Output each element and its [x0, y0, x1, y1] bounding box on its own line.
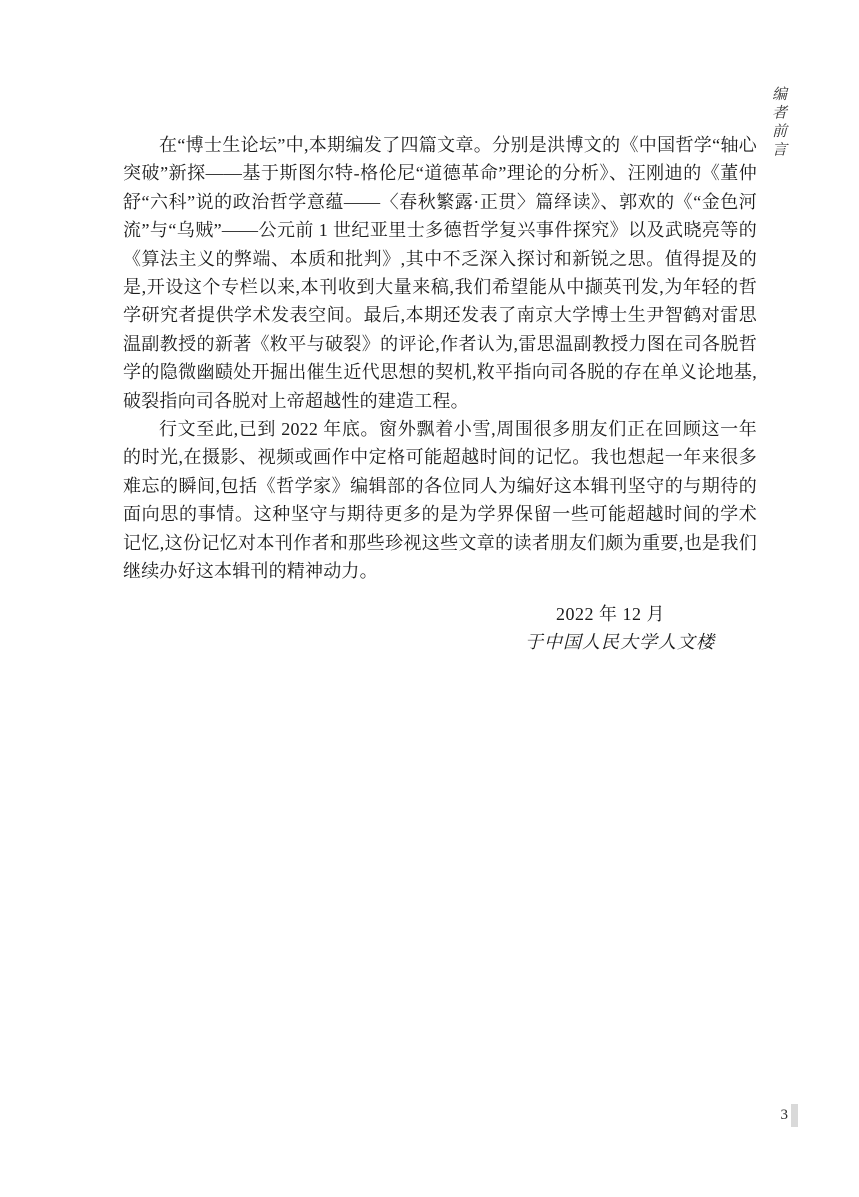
- page-number: 3: [780, 1107, 788, 1123]
- running-head-vertical: 编者前言: [770, 86, 786, 160]
- signature-block: [123, 600, 757, 657]
- signature-date: 2022 年 12 月: [556, 603, 665, 624]
- paragraph: 在“博士生论坛”中,本期编发了四篇文章。分别是洪博文的《中国哲学“轴心突破”新探——基于斯图尔特-格伦尼“道德革命”理论的分析》、汪刚迪的《董仲舒“六科”说的政治哲学意蕴——〈春秋繁露·正贯〉篇绎读》、郭欢的《“金色河流”与“乌贼”——公元前 1 世纪亚里士多德哲学复兴事件探究》以及武晓亮等的《算法主义的弊端、本质和批判》,其中不乏深入探讨和新锐之思。值得提及的是,开设这个专栏以来,本刊收到大量来稿,我们希望能从中撷英刊发,为年轻的哲学研究者提供学术发表空间。最后,本期还发表了南京大学博士生尹智鹤对雷思温副教授的新著《敉平与破裂》的评论,作者认为,雷思温副教授力图在司各脱哲学的隐微幽赜处开掘出催生近代思想的契机,敉平指向司各脱的存在单义论地基,破裂指向司各脱对上帝超越性的建造工程。: [123, 135, 757, 411]
- body-text: [123, 131, 757, 656]
- folio-bar-decoration: [791, 1104, 798, 1127]
- paragraph: 行文至此,已到 2022 年底。窗外飘着小雪,周围很多朋友们正在回顾这一年的时光,在摄影、视频或画作中定格可能超越时间的记忆。我也想起一年来很多难忘的瞬间,包括《哲学家》编辑部的各位同人为编好这本辑刊坚守的与期待的面向思的事情。这种坚守与期待更多的是为学界保留一些可能超越时间的学术记忆,这份记忆对本刊作者和那些珍视这些文章的读者朋友们颇为重要,也是我们继续办好这本辑刊的精神动力。: [123, 419, 757, 582]
- signature-place: 于中国人民大学人文楼: [525, 631, 715, 652]
